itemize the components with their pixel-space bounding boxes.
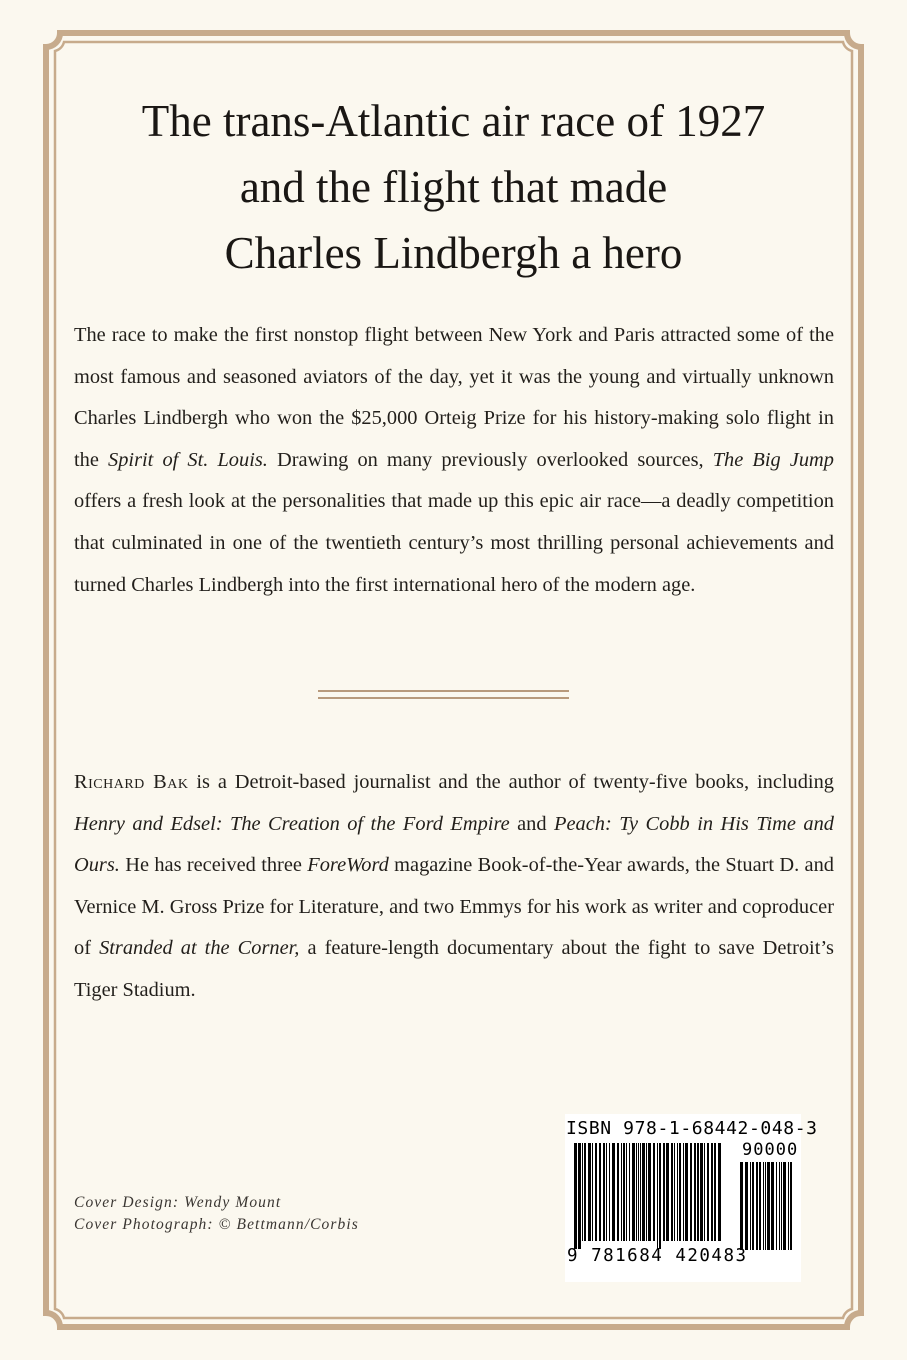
barcode-bar xyxy=(612,1143,615,1241)
barcode-bar xyxy=(588,1143,591,1241)
barcode-bar xyxy=(767,1162,770,1250)
barcode-bar xyxy=(632,1143,635,1241)
barcode-bar xyxy=(657,1143,658,1249)
isbn-label: ISBN 978-1-68442-048-3 xyxy=(566,1118,818,1139)
barcode-bar xyxy=(781,1162,782,1250)
blurb-title-big-jump: The Big Jump xyxy=(712,448,834,471)
bio-text-2: and xyxy=(509,812,555,835)
barcode-bar xyxy=(578,1143,581,1249)
barcode-bar xyxy=(584,1143,586,1241)
headline-line-2: and the flight that made xyxy=(239,162,668,212)
blurb-text-2: Drawing on many previously overlooked sources, xyxy=(267,448,713,471)
barcode-bar xyxy=(771,1162,774,1250)
cover-credits xyxy=(74,1192,359,1236)
barcode-bar xyxy=(745,1162,748,1250)
barcode-bar xyxy=(694,1143,696,1241)
author-name: Richard Bak xyxy=(74,771,189,793)
barcode-bar xyxy=(759,1162,761,1250)
barcode-bar xyxy=(714,1143,716,1241)
barcode-bar xyxy=(685,1143,688,1241)
price-code: 90000 xyxy=(742,1140,799,1160)
bio-title-stranded: Stranded at the Corner, xyxy=(99,937,300,960)
bio-text-1: is a Detroit-based journalist and the author of twenty-five books, including xyxy=(188,771,834,793)
barcode-bar xyxy=(718,1143,721,1241)
barcode-bar xyxy=(763,1162,764,1250)
barcode-bar xyxy=(574,1143,577,1249)
bio-foreword: ForeWord xyxy=(307,854,389,877)
barcode-bar xyxy=(683,1143,684,1241)
barcode-bar xyxy=(674,1143,675,1241)
barcode-bar xyxy=(697,1143,699,1241)
barcode-bar xyxy=(609,1143,610,1241)
barcode-bar xyxy=(707,1143,709,1241)
barcode-bar xyxy=(659,1143,661,1249)
barcode-bar xyxy=(700,1143,703,1241)
barcode-bar xyxy=(595,1143,597,1241)
price-barcode xyxy=(739,1162,795,1258)
barcode-bar xyxy=(626,1143,627,1241)
barcode-bar xyxy=(779,1162,780,1250)
barcode-bar xyxy=(776,1162,777,1250)
headline xyxy=(0,88,907,286)
barcode-bar xyxy=(603,1143,605,1241)
blurb-text-1: The race to make the first nonstop flight between New York and Paris attracted some of the most famous and seasoned aviators of the day, yet it was the young and virtually unknown Charles Lindbergh who won the $25,000 Orteig Prize for his history-making solo flight in the xyxy=(74,324,834,471)
headline-line-1: The trans-Atlantic air race of 1927 xyxy=(141,96,766,146)
ean-barcode xyxy=(573,1143,725,1249)
barcode-bar xyxy=(646,1143,647,1241)
barcode-bar xyxy=(629,1143,630,1241)
blurb-text-3: offers a fresh look at the personalities that made up this epic air race—a deadly competition that culminated in one of the twentieth century’s most thrilling personal achievements and turned Charles Lindbergh into the first international hero of the modern age. xyxy=(74,490,834,596)
barcode-bar xyxy=(671,1143,673,1241)
book-description xyxy=(74,315,834,606)
barcode-bar xyxy=(648,1143,651,1241)
barcode-bar xyxy=(783,1162,786,1250)
barcode-bar xyxy=(599,1143,601,1241)
barcode-bar xyxy=(790,1162,792,1250)
barcode-bar xyxy=(788,1162,789,1250)
barcode-bar xyxy=(663,1143,665,1241)
headline-line-3: Charles Lindbergh a hero xyxy=(224,228,683,278)
barcode-bar xyxy=(592,1143,593,1241)
barcode-bar xyxy=(623,1143,625,1241)
barcode-bar xyxy=(638,1143,639,1241)
section-divider xyxy=(318,690,569,704)
bio-text-4: magazine Book-of-the-Year awards, the Stuart D. and Vernice M. Gross Prize for Literature, and two Emmys for his work as writer and coproducer of xyxy=(74,854,834,960)
barcode-bar xyxy=(666,1143,669,1241)
barcode-bar xyxy=(704,1143,705,1241)
barcode-bar xyxy=(640,1143,641,1241)
author-bio xyxy=(74,762,834,1012)
barcode-bar xyxy=(606,1143,607,1241)
bio-text-3: He has received three xyxy=(119,854,308,877)
bio-title-henry-edsel: Henry and Edsel: The Creation of the Ford Empire xyxy=(74,812,510,835)
barcode-bar xyxy=(752,1162,754,1250)
barcode-bar xyxy=(711,1143,713,1241)
barcode-bar xyxy=(750,1162,751,1250)
barcode-bar xyxy=(765,1162,766,1250)
barcode-bar xyxy=(679,1143,681,1241)
barcode-bar xyxy=(677,1143,678,1241)
ean-digits: 9 781684 420483 xyxy=(567,1246,748,1266)
barcode-bar xyxy=(642,1143,645,1241)
barcode-bar xyxy=(636,1143,637,1241)
barcode-bar xyxy=(756,1162,758,1250)
cover-photo-credit: Cover Photograph: © Bettmann/Corbis xyxy=(74,1216,359,1233)
barcode-bar xyxy=(740,1162,743,1250)
barcode-bar xyxy=(617,1143,619,1241)
barcode-bar xyxy=(621,1143,622,1241)
cover-design-credit: Cover Design: Wendy Mount xyxy=(74,1194,282,1211)
barcode-bar xyxy=(690,1143,692,1241)
blurb-title-spirit: Spirit of St. Louis. xyxy=(108,448,268,471)
bio-title-peach: Peach: Ty Cobb in His Time and Ours. xyxy=(74,812,834,877)
barcode-bar xyxy=(653,1143,655,1241)
bio-text-5: a feature-length documentary about the fight to save Detroit’s Tiger Stadium. xyxy=(74,937,834,1001)
barcode-bar xyxy=(582,1143,583,1241)
